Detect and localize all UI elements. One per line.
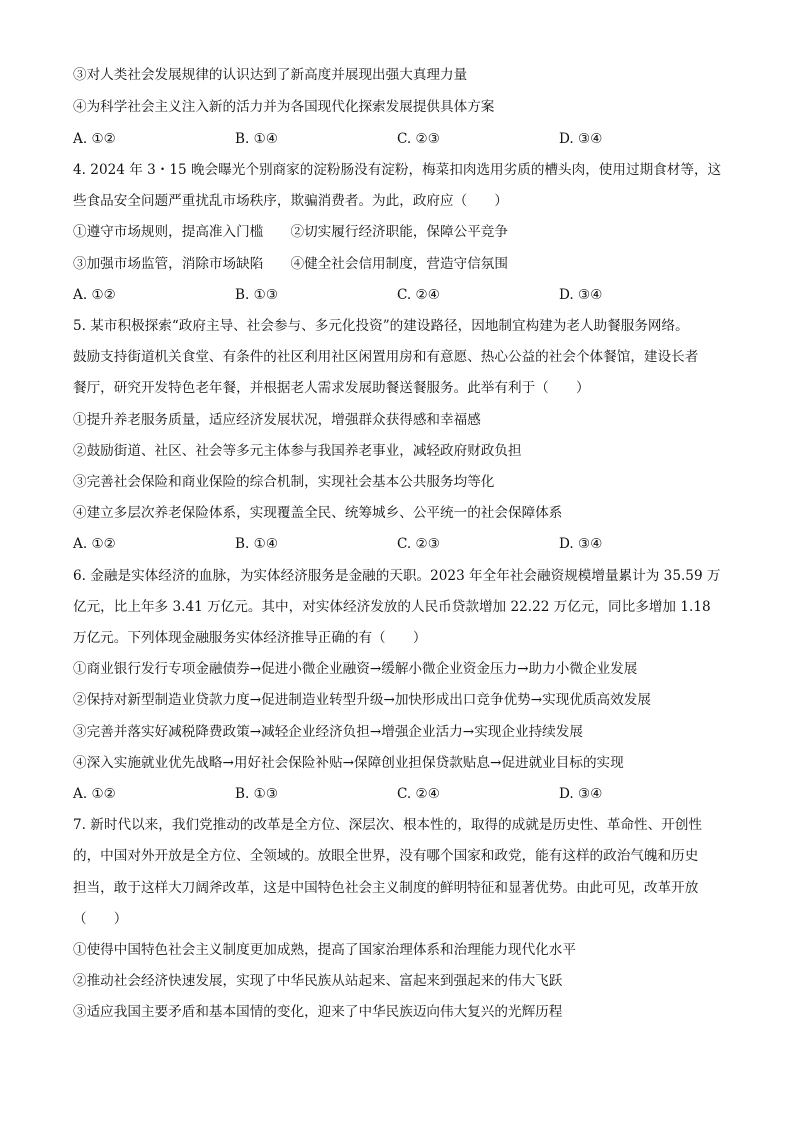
q5-item-3: ③完善社会保险和商业保险的综合机制，实现社会基本公共服务均等化: [73, 474, 495, 490]
q6-item-1: ①商业银行发行专项金融债券→促进小微企业融资→缓解小微企业资金压力→助力小微企业发展: [73, 661, 638, 677]
option-c[interactable]: C. ②③: [397, 536, 440, 552]
q6-stem-line-1: 6. 金融是实体经济的血脉，为实体经济服务是金融的天职。2023 年全年社会融资规模增量累计为 35.59 万: [73, 568, 721, 584]
prev-item-4: ④为科学社会主义注入新的活力并为各国现代化探索发展提供具体方案: [73, 99, 495, 115]
option-d[interactable]: D. ③④: [559, 536, 603, 552]
option-b[interactable]: B. ①③: [235, 786, 279, 802]
prev-item-3: ③对人类社会发展规律的认识达到了新高度并展现出强大真理力量: [73, 67, 468, 83]
q4-stem-line-2: 些食品安全问题严重扰乱市场秩序，欺骗消费者。为此，政府应（ ）: [73, 193, 508, 209]
option-d[interactable]: D. ③④: [559, 287, 603, 303]
option-b[interactable]: B. ①③: [235, 287, 279, 303]
q6-options: [73, 784, 733, 804]
q6-item-2: ②保持对新型制造业贷款力度→促进制造业转型升级→加快形成出口竞争优势→实现优质高效发展: [73, 692, 651, 708]
option-a[interactable]: A. ①②: [73, 131, 116, 147]
option-b[interactable]: B. ①④: [235, 536, 279, 552]
option-c[interactable]: C. ②③: [397, 131, 440, 147]
q5-options: [73, 534, 733, 554]
q6-stem-line-2: 亿元，比上年多 3.41 万亿元。其中，对实体经济发放的人民币贷款增加 22.22 万亿元，同比多增加 1.18: [73, 599, 711, 615]
q7-item-3: ③适应我国主要矛盾和基本国情的变化，迎来了中华民族迈向伟大复兴的光辉历程: [73, 1004, 563, 1020]
q4-options: [73, 285, 733, 305]
q6-stem-line-3: 万亿元。下列体现金融服务实体经济推导正确的有（ ）: [73, 630, 427, 646]
q4-stem-line-1: 4. 2024 年 3・15 晚会曝光个别商家的淀粉肠没有淀粉，梅菜扣肉选用劣质的槽头肉，使用过期食材等，这: [73, 162, 722, 178]
q7-stem-line-3: 担当，敢于这样大刀阔斧改革，这是中国特色社会主义制度的鲜明特征和显著优势。由此可见，改革开放: [73, 880, 699, 896]
option-a[interactable]: A. ①②: [73, 536, 116, 552]
q6-item-3: ③完善并落实好减税降费政策→减轻企业经济负担→增强企业活力→实现企业持续发展: [73, 724, 583, 740]
q7-item-2: ②推动社会经济快速发展，实现了中华民族从站起来、富起来到强起来的伟大飞跃: [73, 973, 563, 989]
q7-stem-line-2: 的，中国对外开放是全方位、全领域的。放眼全世界，没有哪个国家和政党，能有这样的政治气魄和历史: [73, 848, 699, 864]
q7-item-1: ①使得中国特色社会主义制度更加成熟，提高了国家治理体系和治理能力现代化水平: [73, 942, 576, 958]
option-c[interactable]: C. ②④: [397, 786, 440, 802]
q7-stem-line-1: 7. 新时代以来，我们党推动的改革是全方位、深层次、根本性的，取得的成就是历史性、革命性、开创性: [73, 817, 703, 833]
q5-stem-line-1: 5. 某市积极探索“政府主导、社会参与、多元化投资”的建设路径，因地制宜构建为老人助餐服务网络。: [73, 318, 689, 334]
option-d[interactable]: D. ③④: [559, 786, 603, 802]
prev-options: [73, 129, 733, 149]
option-a[interactable]: A. ①②: [73, 287, 116, 303]
option-a[interactable]: A. ①②: [73, 786, 116, 802]
q5-item-1: ①提升养老服务质量，适应经济发展状况，增强群众获得感和幸福感: [73, 412, 481, 428]
q6-item-4: ④深入实施就业优先战略→用好社会保险补贴→保障创业担保贷款贴息→促进就业目标的实现: [73, 755, 624, 771]
q5-item-4: ④建立多层次养老保险体系，实现覆盖全民、统筹城乡、公平统一的社会保障体系: [73, 505, 563, 521]
option-d[interactable]: D. ③④: [559, 131, 603, 147]
q4-item-row-1: ①遵守市场规则，提高准入门槛 ②切实履行经济职能，保障公平竞争: [73, 224, 508, 240]
q7-stem-line-4: （ ）: [73, 911, 128, 927]
q4-item-row-2: ③加强市场监管，消除市场缺陷 ④健全社会信用制度，营造守信氛围: [73, 256, 508, 272]
option-b[interactable]: B. ①④: [235, 131, 279, 147]
option-c[interactable]: C. ②④: [397, 287, 440, 303]
q5-stem-line-3: 餐厅，研究开发特色老年餐，并根据老人需求发展助餐送餐服务。此举有利于（ ）: [73, 380, 590, 396]
q5-stem-line-2: 鼓励支持街道机关食堂、有条件的社区利用社区闲置用房和有意愿、热心公益的社会个体餐馆，建设长者: [73, 349, 699, 365]
q5-item-2: ②鼓励街道、社区、社会等多元主体参与我国养老事业，减轻政府财政负担: [73, 443, 522, 459]
